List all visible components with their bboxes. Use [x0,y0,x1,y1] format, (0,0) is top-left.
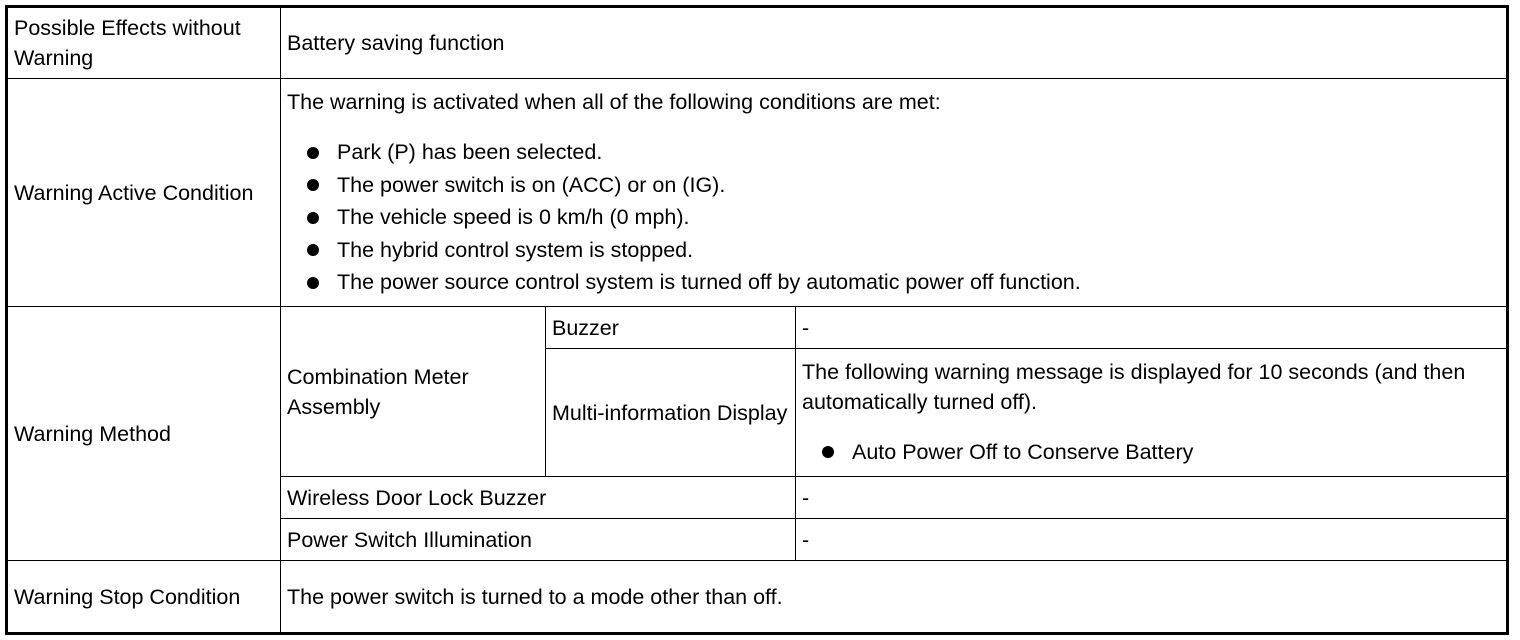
warning-message: Auto Power Off to Conserve Battery [852,439,1194,464]
possible-effects-label: Possible Effects without Warning [7,7,281,79]
condition-text: Park (P) has been selected. [337,140,603,165]
buzzer-label: Buzzer [546,307,796,349]
warning-spec-table [5,5,1509,635]
condition-list [287,136,1500,299]
mid-label: Multi-information Display [546,349,796,477]
row-possible-effects [7,7,1508,79]
list-item [287,234,1500,267]
condition-text: The power switch is on (ACC) or on (IG). [337,172,726,197]
mid-text: The following warning message is displayed for 10 seconds (and then automatically turned off). [802,359,1466,414]
bullet-icon [307,212,319,224]
wireless-door-lock-value: - [796,477,1508,519]
bullet-icon [307,147,319,159]
possible-effects-value: Battery saving function [281,7,1508,79]
bullet-icon [307,179,319,191]
row-stop-condition [7,561,1508,634]
message-list [802,436,1500,469]
wireless-door-lock-label: Wireless Door Lock Buzzer [281,477,796,519]
power-switch-illumination-label: Power Switch Illumination [281,519,796,561]
stop-condition-label: Warning Stop Condition [7,561,281,634]
power-switch-illumination-value: - [796,519,1508,561]
mid-cell [796,349,1508,477]
list-item [287,266,1500,299]
active-condition-intro: The warning is activated when all of the following conditions are met: [287,90,941,115]
condition-text: The power source control system is turned off by automatic power off function. [337,270,1081,295]
combination-meter-label: Combination Meter Assembly [281,307,546,477]
list-item [287,201,1500,234]
bullet-icon [307,244,319,256]
bullet-icon [307,277,319,289]
active-condition-cell [281,79,1508,307]
row-buzzer [7,307,1508,349]
warning-method-label: Warning Method [7,307,281,561]
row-active-condition [7,79,1508,307]
buzzer-value: - [796,307,1508,349]
list-item [287,169,1500,202]
bullet-icon [822,446,834,458]
active-condition-label: Warning Active Condition [7,79,281,307]
condition-text: The hybrid control system is stopped. [337,237,694,262]
list-item [802,436,1500,469]
stop-condition-value: The power switch is turned to a mode other than off. [281,561,1508,634]
condition-text: The vehicle speed is 0 km/h (0 mph). [337,205,690,230]
list-item [287,136,1500,169]
